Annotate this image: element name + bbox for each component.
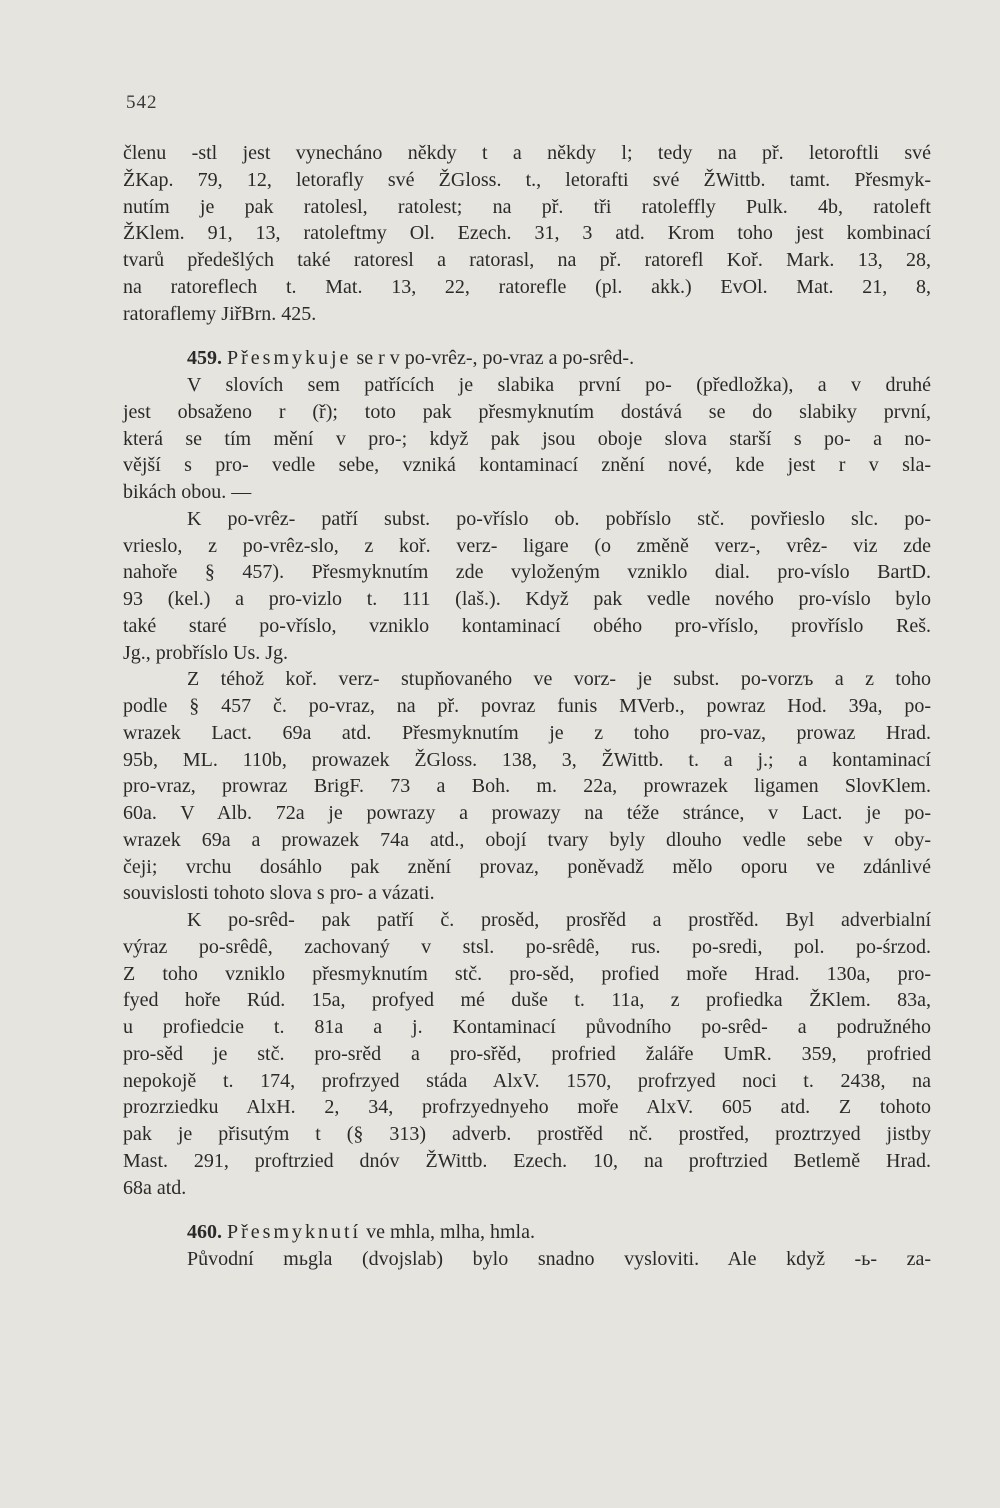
text-line: wrazek 69a a prowazek 74a atd., obojí tvary byly dlouho vedle sebe v oby- bbox=[123, 828, 931, 851]
page-number: 542 bbox=[126, 92, 158, 113]
section-heading-rest: ve mhla, mlha, hmla. bbox=[366, 1221, 535, 1244]
text-line: wrazek Lact. 69a atd. Přesmyknutím je z toho pro-vaz, prowaz Hrad. bbox=[123, 721, 931, 744]
text-line: Z toho vzniklo přesmyknutím stč. pro-sěd, profied moře Hrad. 130a, pro- bbox=[123, 962, 931, 985]
text-line: také staré po-vříslo, vzniklo kontaminací obého pro-vříslo, provříslo Reš. bbox=[123, 614, 931, 637]
text-line: souvislosti tohoto slova s pro- a vázati. bbox=[123, 882, 435, 905]
text-line: u profiedcie t. 81a a j. Kontaminací původního po-srêd- a podružného bbox=[123, 1016, 931, 1038]
text-line: prozrziedku AlxH. 2, 34, profrzyednyeho moře AlxV. 605 atd. Z tohoto bbox=[123, 1096, 931, 1119]
text-line: 93 (kel.) a pro-vizlo t. 111 (laš.). Když pak vedle nového pro-víslo bylo bbox=[123, 588, 931, 610]
text-line: K po-vrêz- patří subst. po-vříslo ob. pobříslo stč. povřieslo slc. po- bbox=[187, 507, 931, 530]
text-line: pro-vraz, prowraz BrigF. 73 a Boh. m. 22a, prowrazek ligamen SlovKlem. bbox=[123, 775, 931, 798]
text-line: pak je přisutým t (§ 313) adverb. prostřěd nč. prostřed, proztrzyed jistby bbox=[123, 1123, 931, 1145]
text-line: Mast. 291, proftrzied dnóv ŽWittb. Ezech. 10, na proftrzied Betlemě Hrad. bbox=[123, 1149, 931, 1172]
text-line: nutím je pak ratolesl, ratolest; na př. tři ratoleffly Pulk. 4b, ratoleft bbox=[123, 195, 931, 218]
text-line: vější s pro- vedle sebe, vzniká kontaminací znění nové, kde jest r v sla- bbox=[123, 454, 931, 477]
text-line: ŽKap. 79, 12, letorafly své ŽGloss. t., letorafti své ŽWittb. tamt. Přesmyk- bbox=[123, 168, 931, 191]
text-line: nahoře § 457). Přesmyknutím zde vyloženým vzniklo dial. pro-víslo BartD. bbox=[123, 561, 931, 584]
section-heading-459 bbox=[123, 345, 931, 372]
text-line: 60a. V Alb. 72a je powrazy a prowazy na téže stránce, v Lact. je po- bbox=[123, 802, 931, 824]
text-line: Z téhož koř. verz- stupňovaného ve vorz- je subst. po-vorzъ a z toho bbox=[187, 668, 931, 691]
text-line: 68a atd. bbox=[123, 1176, 187, 1199]
text-line: Původní mьgla (dvojslab) bylo snadno vysloviti. Ale když -ь- za- bbox=[187, 1248, 931, 1270]
section-heading-rest: se r v po-vrêz-, po-vraz a po-srêd-. bbox=[356, 347, 635, 370]
text-line: V slovích sem patřících je slabika první po- (předložka), a v druhé bbox=[187, 374, 931, 396]
section-heading-460 bbox=[123, 1219, 931, 1246]
text-line: členu -stl jest vynecháno někdy t a někdy l; tedy na př. letoroftli své bbox=[123, 142, 931, 164]
text-line: ŽKlem. 91, 13, ratoleftmy Ol. Ezech. 31, 3 atd. Krom toho jest kombinací bbox=[123, 222, 931, 245]
text-line: vrieslo, z po-vrêz-slo, z koř. verz- ligare (o změně verz-, vrêz- viz zde bbox=[123, 534, 931, 557]
section-number: 459. bbox=[187, 347, 222, 370]
text-line: ratoraflemy JiřBrn. 425. bbox=[123, 302, 317, 325]
text-line: nepokojě t. 174, profrzyed stáda AlxV. 1570, profrzyed noci t. 2438, na bbox=[123, 1069, 931, 1092]
text-line: na ratoreflech t. Mat. 13, 22, ratorefle (pl. akk.) EvOl. Mat. 21, 8, bbox=[123, 275, 931, 298]
text-line: výraz po-srêdê, zachovaný v stsl. po-srêdê, rus. po-sredi, pol. po-śrzod. bbox=[123, 935, 931, 958]
text-line: 95b, ML. 110b, prowazek ŽGloss. 138, 3, ŽWittb. t. a j.; a kontaminací bbox=[123, 748, 931, 771]
text-line: bikách obou. — bbox=[123, 481, 252, 503]
section-label: Přesmyknutí bbox=[227, 1221, 362, 1244]
text-line: Jg., probříslo Us. Jg. bbox=[123, 641, 289, 664]
text-line: podle § 457 č. po-vraz, na př. povraz funis MVerb., powraz Hod. 39a, po- bbox=[123, 695, 931, 717]
body-text bbox=[123, 140, 931, 1273]
text-line: fyed hoře Rúd. 15a, profyed mé duše t. 11a, z profiedka ŽKlem. 83a, bbox=[123, 989, 931, 1012]
text-line: čeji; vrchu dosáhlo pak znění provaz, poněvadž mělo oporu ve zdánlivé bbox=[123, 855, 931, 878]
text-line: K po-srêd- pak patří č. prosěd, prosřěd a prostřěd. Byl adverbialní bbox=[187, 909, 931, 931]
text-line: jest obsaženo r (ř); toto pak přesmyknutím dostává se do slabiky první, bbox=[123, 400, 931, 423]
section-number: 460. bbox=[187, 1221, 222, 1244]
section-label: Přesmykuje bbox=[227, 347, 352, 370]
text-line: pro-sěd je stč. pro-srěd a pro-sřěd, profried žaláře UmR. 359, profried bbox=[123, 1042, 931, 1065]
text-line: která se tím mění v pro-; když pak jsou oboje slova starší s po- a no- bbox=[123, 427, 931, 450]
text-line: tvarů předešlých také ratoresl a ratorasl, na př. ratorefl Koř. Mark. 13, 28, bbox=[123, 249, 931, 271]
